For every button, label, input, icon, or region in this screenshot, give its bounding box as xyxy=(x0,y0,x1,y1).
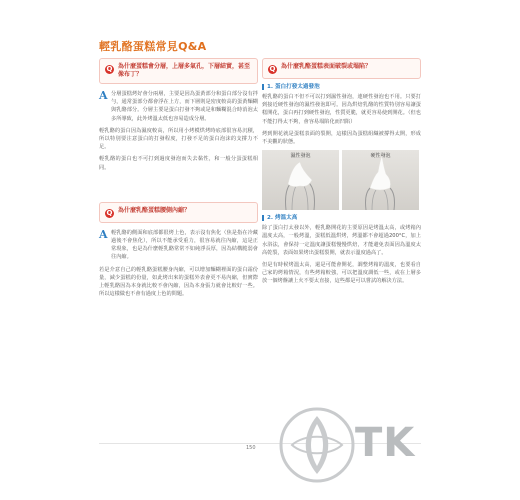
question-box xyxy=(262,58,421,79)
question-text: 為什麼蛋糕會分層，上層多氣孔，下層結實，甚至像布丁？ xyxy=(118,63,251,78)
question-marker-icon: Q xyxy=(269,65,276,73)
question-text: 為什麼乳酪蛋糕腰側內縮？ xyxy=(118,206,191,214)
answer-paragraph: 分層蛋糕烤好會分兩層，主要是因為蛋黃部分和蛋白部分沒有拌勻，通常蛋部分都會浮在上方，而下層則是密度較高的蛋黃麵糊與乳酪部分。分層主要是蛋白打發不夠或是和麵糊混合時消泡太多所導致，此外烤溫太低也容易造成分層。 xyxy=(111,91,258,122)
page-number: 150 xyxy=(246,445,256,451)
right-column xyxy=(262,58,421,290)
photo-caption: 硬性發泡 xyxy=(370,153,391,160)
answer-body xyxy=(111,90,258,127)
subheading-bar xyxy=(262,84,264,90)
answer-marker-icon: A xyxy=(99,227,108,241)
answer-block xyxy=(99,229,258,266)
answer-paragraph: 若是介意自己的輕乳酪蛋糕腰身內縮，可以增加麵糊裡面的蛋白霜份量，減少蛋糕的份量，如此烤出來的蛋糕外表會更不易內縮，但實際上輕乳酪因為本身就比較不會內縮，因為本身張力就會比較好一些。所以這樣做也不會有過度上色的問題。 xyxy=(99,266,258,298)
watermark-text: TK xyxy=(355,420,416,466)
answer-paragraph: 輕乳酪的蛋白也不可打到過度發泡而失去黏性，和一般分蛋蛋糕相同。 xyxy=(99,156,258,171)
answer-paragraph: 輕乳酪的蛋白不但不可以打到濕性發泡，連硬性發泡也不用。只要打到接近硬性發泡的濕性發泡即可。因為烘焙乳酪的性質特別容易讓蛋糕開花，蛋白再打到硬性發泡，性質更脆，就更容易使到開花。（但也不能打得太不夠，會容易塌陷化而凹陷） xyxy=(262,94,421,125)
answer-paragraph: 除了蛋白打太發以外，輕乳酪開花的主要原因是烤溫太高，或烤箱內溫度太高，一般烤溫，蛋糕低溫烘烤，烤溫都不會超過200°C，加上水浴法，會保持一定溫度讓蛋糕慢慢烘焙，才能避免表面因為溫度太高乾裂，表面如果烤出蛋糕裂開，就表示溫度過高了。 xyxy=(262,225,421,256)
subheading xyxy=(262,83,421,91)
question-marker-icon: Q xyxy=(106,65,113,73)
photo-soft-peak xyxy=(262,150,339,210)
whisk-meringue-illustration xyxy=(342,150,419,210)
question-box xyxy=(99,202,258,223)
answer-marker-icon: A xyxy=(99,89,108,102)
page-title: 輕乳酪蛋糕常見Q&A xyxy=(99,40,207,53)
answer-paragraph: 但是有時候烤溫太高，還是可能會開花，調整烤箱的溫度，也要看自己家的烤箱情況，有些烤箱較強，可以把溫度調低一些，或在上層多放一個烤盤讓上火不要太直接，這些都是可以嘗試的解決方法。 xyxy=(262,262,421,285)
tk-logo-emblem xyxy=(276,404,358,486)
photo-row xyxy=(262,150,421,210)
subheading-text: 2. 烤溫太高 xyxy=(267,215,298,222)
answer-paragraph: 輕乳酪的側面和底部都很烤上色，表示沒有焦化（焦是指在冷藏過後不會焦化），所以不能承受重力，很容易就往內縮，這是正常現象，也是為什麼輕乳酪常常不如純淨長厚，因為結構脆弱會往內縮。 xyxy=(111,229,258,261)
answer-paragraph: 輕乳酪的蛋白因為濕度較高，所以用小烤模烘烤時底部很容易沉積，所以特別要注意蛋白的打發程度，打發不足的蛋白泡沫的支撐力不足。 xyxy=(99,127,258,151)
left-column xyxy=(99,58,258,302)
answer-body xyxy=(111,229,258,266)
subheading-text: 1. 蛋白打發太過發泡 xyxy=(267,84,320,90)
question-text: 為什麼乳酪蛋糕表面破裂或塌陷？ xyxy=(281,63,372,70)
answer-block xyxy=(99,90,258,127)
question-marker-icon: Q xyxy=(106,208,113,217)
answer-paragraph: 烤到開花就是蛋糕表面的裂開，這樣因為蛋糕組織被撐得太開，形成不美觀的狀態。 xyxy=(262,130,421,146)
question-box xyxy=(99,58,258,84)
photo-caption: 濕性發泡 xyxy=(290,153,311,160)
subheading xyxy=(262,214,421,222)
subheading-bar xyxy=(262,215,264,221)
photo-stiff-peak xyxy=(342,150,419,210)
whisk-meringue-illustration xyxy=(262,150,339,210)
